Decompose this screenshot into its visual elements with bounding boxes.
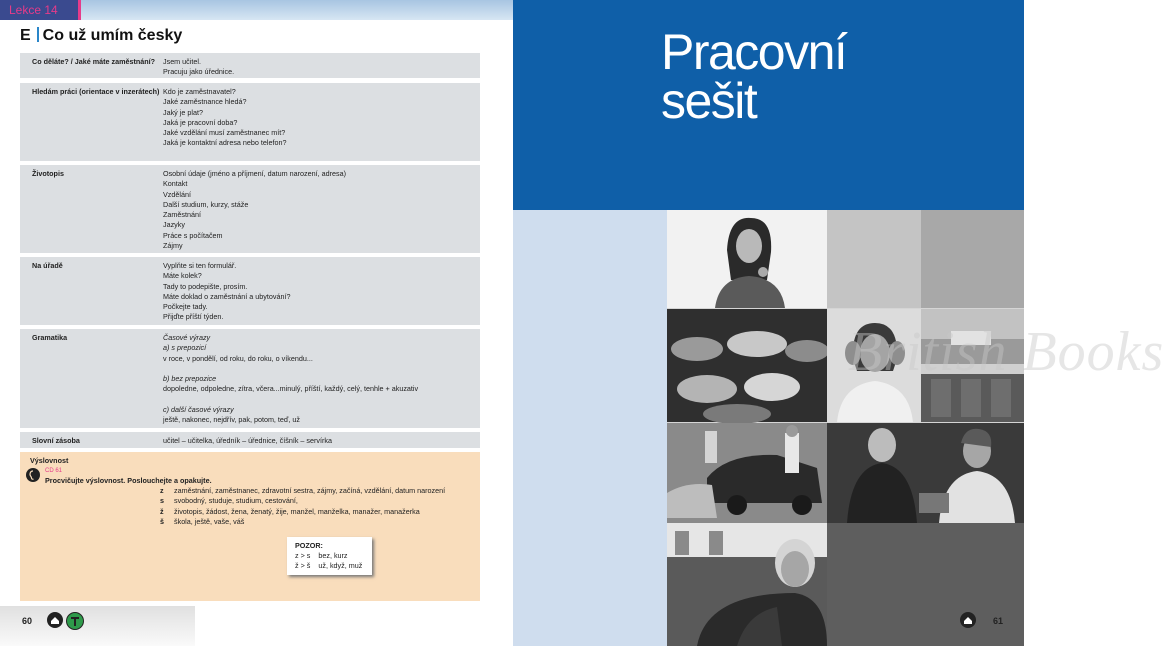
photo-woman-thinking <box>667 210 827 308</box>
row-line: Zájmy <box>163 241 183 251</box>
word-letter: š <box>160 516 164 526</box>
row-line: Jaký je plat? <box>163 107 203 117</box>
row-line: ještě, nakonec, nejdřív, pak, potom, teď, už <box>163 415 300 425</box>
row-label: Hledám práci (orientace v inzerátech) <box>32 87 160 96</box>
row-label: Slovní zásoba <box>32 436 80 445</box>
row-line: Jaká je pracovní doba? <box>163 117 238 127</box>
row-line: učitel – učitelka, úředník – úřednice, číšník – servírka <box>163 436 332 445</box>
section-title <box>20 27 182 45</box>
row-line: Přijďte příští týden. <box>163 312 224 322</box>
summary-row-office <box>20 257 480 325</box>
summary-row-occupation <box>20 53 480 78</box>
photo-cakes <box>667 309 827 422</box>
watermark-text: British Books <box>848 321 1164 383</box>
row-line: Časové výrazy <box>163 333 211 342</box>
row-line: dopoledne, odpoledne, zítra, včera...minulý, příští, každý, celý, tenhle + akuzativ <box>163 384 419 394</box>
word-line <box>160 496 445 506</box>
cover-side-panel <box>513 210 667 646</box>
cd-track-label: CD 61 <box>45 468 63 474</box>
row-line: Počkejte tady. <box>163 302 208 312</box>
page-number-left: 60 <box>22 616 33 626</box>
audio-icon[interactable] <box>26 468 40 482</box>
word-letter: ž <box>160 506 164 516</box>
word-line <box>160 507 445 517</box>
title-divider <box>37 27 39 42</box>
word-line <box>160 517 445 527</box>
house-icon <box>960 612 976 628</box>
summary-row-vocabulary <box>20 432 480 448</box>
row-line: Jazyky <box>163 220 185 230</box>
row-line: Jsem učitel. <box>163 57 201 66</box>
row-line: c) další časové výrazy <box>163 405 234 415</box>
photo-woman-phone <box>667 523 827 646</box>
photo-gray-block <box>827 523 1024 646</box>
word-letter: z <box>160 486 164 495</box>
word-line <box>160 486 445 496</box>
pronunciation-word-list <box>160 486 445 527</box>
row-line: Kontakt <box>163 179 188 189</box>
row-content <box>163 333 473 426</box>
row-content <box>163 57 473 78</box>
row-line: Vyplňte si ten formulář. <box>163 261 237 270</box>
photo-gray-block <box>921 210 1024 308</box>
pozor-note <box>287 537 372 575</box>
row-line: Kdo je zaměstnavatel? <box>163 87 236 96</box>
photo-gray-block <box>827 210 921 308</box>
row-content <box>163 261 473 323</box>
row-line: Pracuju jako úřednice. <box>163 67 235 77</box>
row-content <box>163 169 473 251</box>
word-text: životopis, žádost, žena, ženatý, žije, manžel, manželka, manažer, manažerka <box>174 506 420 516</box>
row-label: Co děláte? / Jaké máte zaměstnání? <box>32 57 156 66</box>
page-number-right: 61 <box>993 616 1004 626</box>
row-line: Práce s počítačem <box>163 230 223 240</box>
pozor-line: ž > š už, když, muž <box>295 561 363 570</box>
word-letter: s <box>160 496 164 506</box>
pronunciation-instruction: Procvičujte výslovnost. Poslouchejte a opakujte. <box>45 476 212 485</box>
word-text: svobodný, studuje, studium, cestování, <box>174 496 298 506</box>
cover-title <box>661 24 847 129</box>
footer-bar <box>0 606 195 646</box>
row-line: Máte kolek? <box>163 271 202 281</box>
cover-title-line: sešit <box>661 73 757 129</box>
summary-row-job-search <box>20 83 480 161</box>
word-text: zaměstnání, zaměstnanec, zdravotní sestra, zájmy, začíná, vzdělání, datum narození <box>174 486 446 495</box>
house-icon <box>47 612 63 628</box>
left-page <box>0 0 513 646</box>
row-line: v roce, v pondělí, od roku, do roku, o víkendu... <box>163 353 313 363</box>
right-page <box>513 0 1164 646</box>
row-line: Máte doklad o zaměstnání a ubytování? <box>163 291 291 301</box>
section-title-text: Co už umím česky <box>42 27 183 44</box>
pronunciation-box <box>20 452 480 601</box>
photo-car-repair <box>667 423 827 523</box>
row-line: Vzdělání <box>163 189 191 199</box>
lesson-tag <box>0 0 81 20</box>
row-line: a) s prepozicí <box>163 343 207 353</box>
row-line: Další studium, kurzy, stáže <box>163 199 249 209</box>
row-label: Gramatika <box>32 333 68 342</box>
row-line: b) bez prepozice <box>163 374 217 384</box>
row-line: Osobní údaje (jméno a příjmení, datum narození, adresa) <box>163 169 346 178</box>
row-content <box>163 436 473 446</box>
row-spacer <box>163 395 473 405</box>
pozor-line: z > s bez, kurz <box>295 551 348 560</box>
summary-row-grammar <box>20 329 480 428</box>
pronunciation-heading: Výslovnost <box>30 456 69 465</box>
section-letter: E <box>20 27 31 44</box>
cover-title-line: Pracovní <box>661 24 847 80</box>
row-label: Na úřadě <box>32 261 63 270</box>
t-badge-icon <box>66 612 84 630</box>
row-label: Životopis <box>32 169 64 178</box>
pozor-title: POZOR: <box>295 541 323 550</box>
photo-two-women <box>827 423 1024 523</box>
row-content <box>163 87 473 149</box>
row-spacer <box>163 364 473 374</box>
summary-row-cv <box>20 165 480 253</box>
word-text: škola, ještě, vaše, váš <box>174 516 245 526</box>
row-line: Tady to podepište, prosím. <box>163 281 248 291</box>
row-line: Jaká je kontaktní adresa nebo telefon? <box>163 138 287 148</box>
lesson-tag-label: Lekce 14 <box>9 3 58 17</box>
row-line: Jaké zaměstnance hledá? <box>163 97 247 107</box>
row-line: Zaměstnání <box>163 210 201 220</box>
row-line: Jaké vzdělání musí zaměstnanec mít? <box>163 128 286 138</box>
